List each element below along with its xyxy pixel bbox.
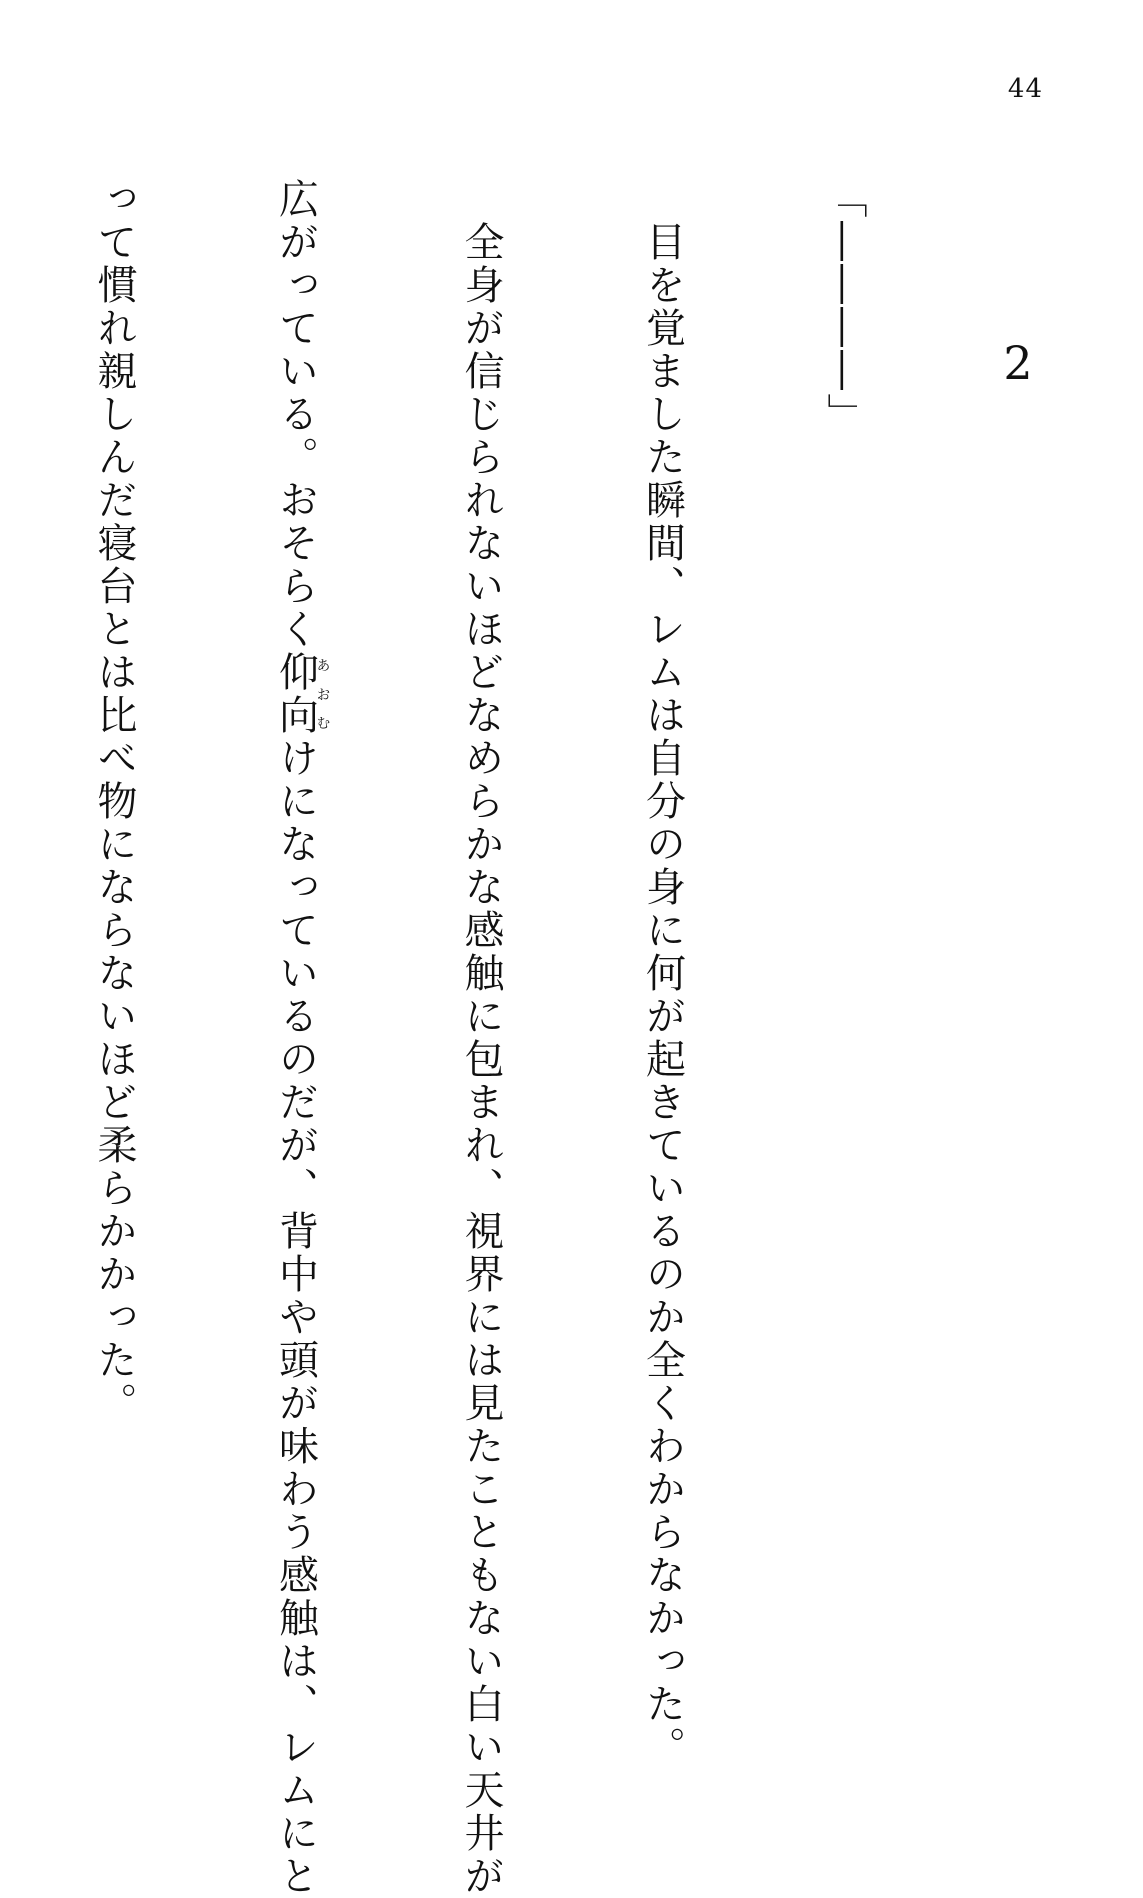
text-line: 広がっている。おそらく仰向あおむけになっているのだが、背中や頭が味わう感触は、レムにと	[272, 178, 331, 1898]
page-number: 44	[1007, 74, 1043, 104]
furigana-reading: あおむ	[314, 651, 331, 737]
chapter-number: 2	[1003, 336, 1033, 390]
text-line: 全身が信じられないほどなめらかな感触に包まれ、視界には見たこともない白い天井が	[458, 178, 504, 1898]
furigana: 仰向あおむ	[272, 651, 331, 737]
text-line: 目を覚ました瞬間、レムは自分の身に何が起きているのか全くわからなかった。	[639, 178, 686, 1769]
text-line: って慣れ親しんだ寝台とは比べ物にならないほど柔らかかった。	[91, 178, 137, 1425]
vertical-body-text	[0, 178, 995, 1898]
text-line: 「――――」	[821, 178, 867, 436]
